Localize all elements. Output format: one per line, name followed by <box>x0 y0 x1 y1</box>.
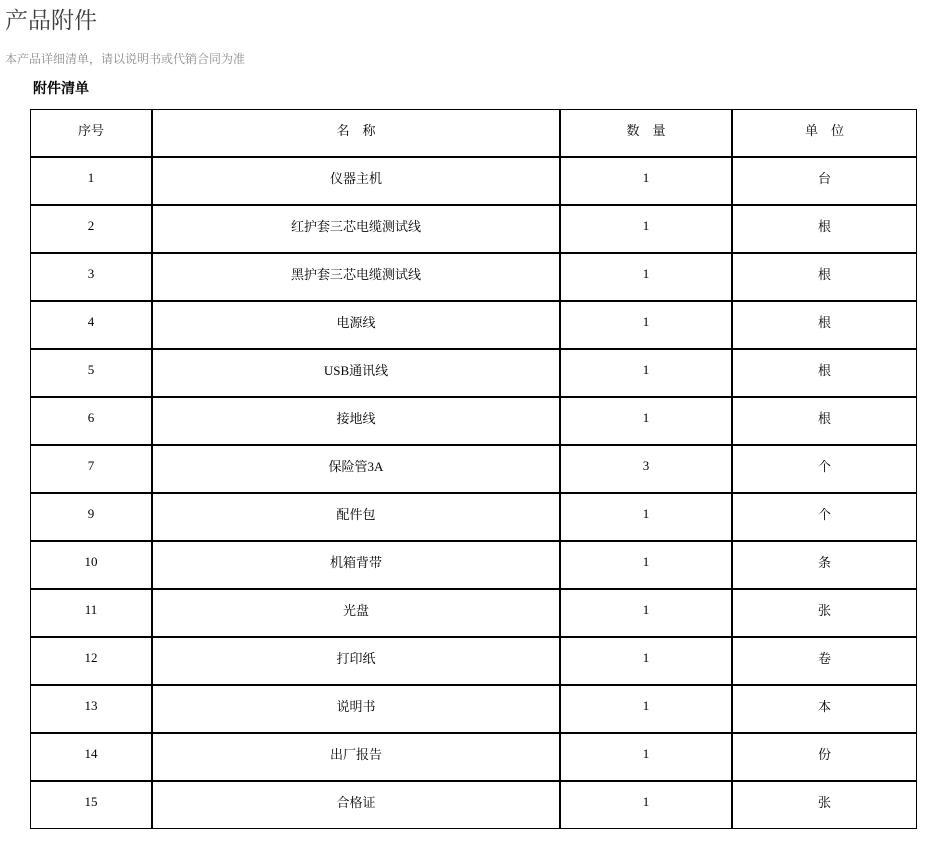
table-cell: 1 <box>560 637 732 685</box>
table-row <box>30 349 917 397</box>
page-subtitle: 本产品详细清单，请以说明书或代销合同为准 <box>5 51 246 66</box>
table-cell: 10 <box>30 541 152 589</box>
table-cell: 光盘 <box>152 589 560 637</box>
column-header-index: 序号 <box>30 109 152 157</box>
table-row <box>30 157 917 205</box>
table-cell: 1 <box>560 781 732 829</box>
table-cell: 3 <box>30 253 152 301</box>
table-row <box>30 445 917 493</box>
table-cell: 1 <box>30 157 152 205</box>
table-cell: 14 <box>30 733 152 781</box>
table-cell: 台 <box>732 157 917 205</box>
table-row <box>30 685 917 733</box>
table-cell: 电源线 <box>152 301 560 349</box>
table-cell: 5 <box>30 349 152 397</box>
table-cell: 1 <box>560 733 732 781</box>
table-row <box>30 301 917 349</box>
table-row <box>30 397 917 445</box>
table-cell: 黑护套三芯电缆测试线 <box>152 253 560 301</box>
column-header-quantity: 数 量 <box>560 109 732 157</box>
table-cell: 张 <box>732 781 917 829</box>
table-cell: 根 <box>732 301 917 349</box>
table-cell: 张 <box>732 589 917 637</box>
table-cell: 出厂报告 <box>152 733 560 781</box>
table-cell: 打印纸 <box>152 637 560 685</box>
table-row <box>30 253 917 301</box>
page-title: 产品附件 <box>5 7 97 33</box>
table-cell: 1 <box>560 349 732 397</box>
table-row <box>30 781 917 829</box>
table-cell: 12 <box>30 637 152 685</box>
table-cell: 合格证 <box>152 781 560 829</box>
table-cell: 15 <box>30 781 152 829</box>
table-cell: 2 <box>30 205 152 253</box>
table-cell: 接地线 <box>152 397 560 445</box>
table-cell: 1 <box>560 397 732 445</box>
table-cell: 1 <box>560 205 732 253</box>
table-cell: 3 <box>560 445 732 493</box>
table-cell: 1 <box>560 541 732 589</box>
table-row <box>30 637 917 685</box>
table-cell: 配件包 <box>152 493 560 541</box>
table-cell: 卷 <box>732 637 917 685</box>
table-row <box>30 733 917 781</box>
section-heading: 附件清单 <box>33 79 89 96</box>
table-cell: 个 <box>732 493 917 541</box>
table-row <box>30 205 917 253</box>
table-row <box>30 589 917 637</box>
table-cell: 份 <box>732 733 917 781</box>
table-cell: 1 <box>560 301 732 349</box>
table-cell: 1 <box>560 157 732 205</box>
table-cell: 根 <box>732 253 917 301</box>
table-cell: 9 <box>30 493 152 541</box>
table-header-row <box>30 109 917 157</box>
table-cell: 7 <box>30 445 152 493</box>
table-cell: 条 <box>732 541 917 589</box>
column-header-name: 名 称 <box>152 109 560 157</box>
table-cell: 根 <box>732 205 917 253</box>
accessories-table-body <box>30 157 917 829</box>
table-cell: 根 <box>732 397 917 445</box>
table-cell: 本 <box>732 685 917 733</box>
column-header-unit: 单 位 <box>732 109 917 157</box>
table-cell: 1 <box>560 493 732 541</box>
table-cell: 红护套三芯电缆测试线 <box>152 205 560 253</box>
table-cell: 保险管3A <box>152 445 560 493</box>
table-cell: 1 <box>560 253 732 301</box>
table-cell: 1 <box>560 589 732 637</box>
accessories-table <box>30 109 917 829</box>
table-cell: USB通讯线 <box>152 349 560 397</box>
table-cell: 11 <box>30 589 152 637</box>
table-cell: 机箱背带 <box>152 541 560 589</box>
table-row <box>30 493 917 541</box>
table-cell: 4 <box>30 301 152 349</box>
table-cell: 13 <box>30 685 152 733</box>
page <box>0 7 932 829</box>
table-cell: 个 <box>732 445 917 493</box>
table-cell: 1 <box>560 685 732 733</box>
table-cell: 6 <box>30 397 152 445</box>
table-cell: 仪器主机 <box>152 157 560 205</box>
table-row <box>30 541 917 589</box>
table-cell: 根 <box>732 349 917 397</box>
table-cell: 说明书 <box>152 685 560 733</box>
